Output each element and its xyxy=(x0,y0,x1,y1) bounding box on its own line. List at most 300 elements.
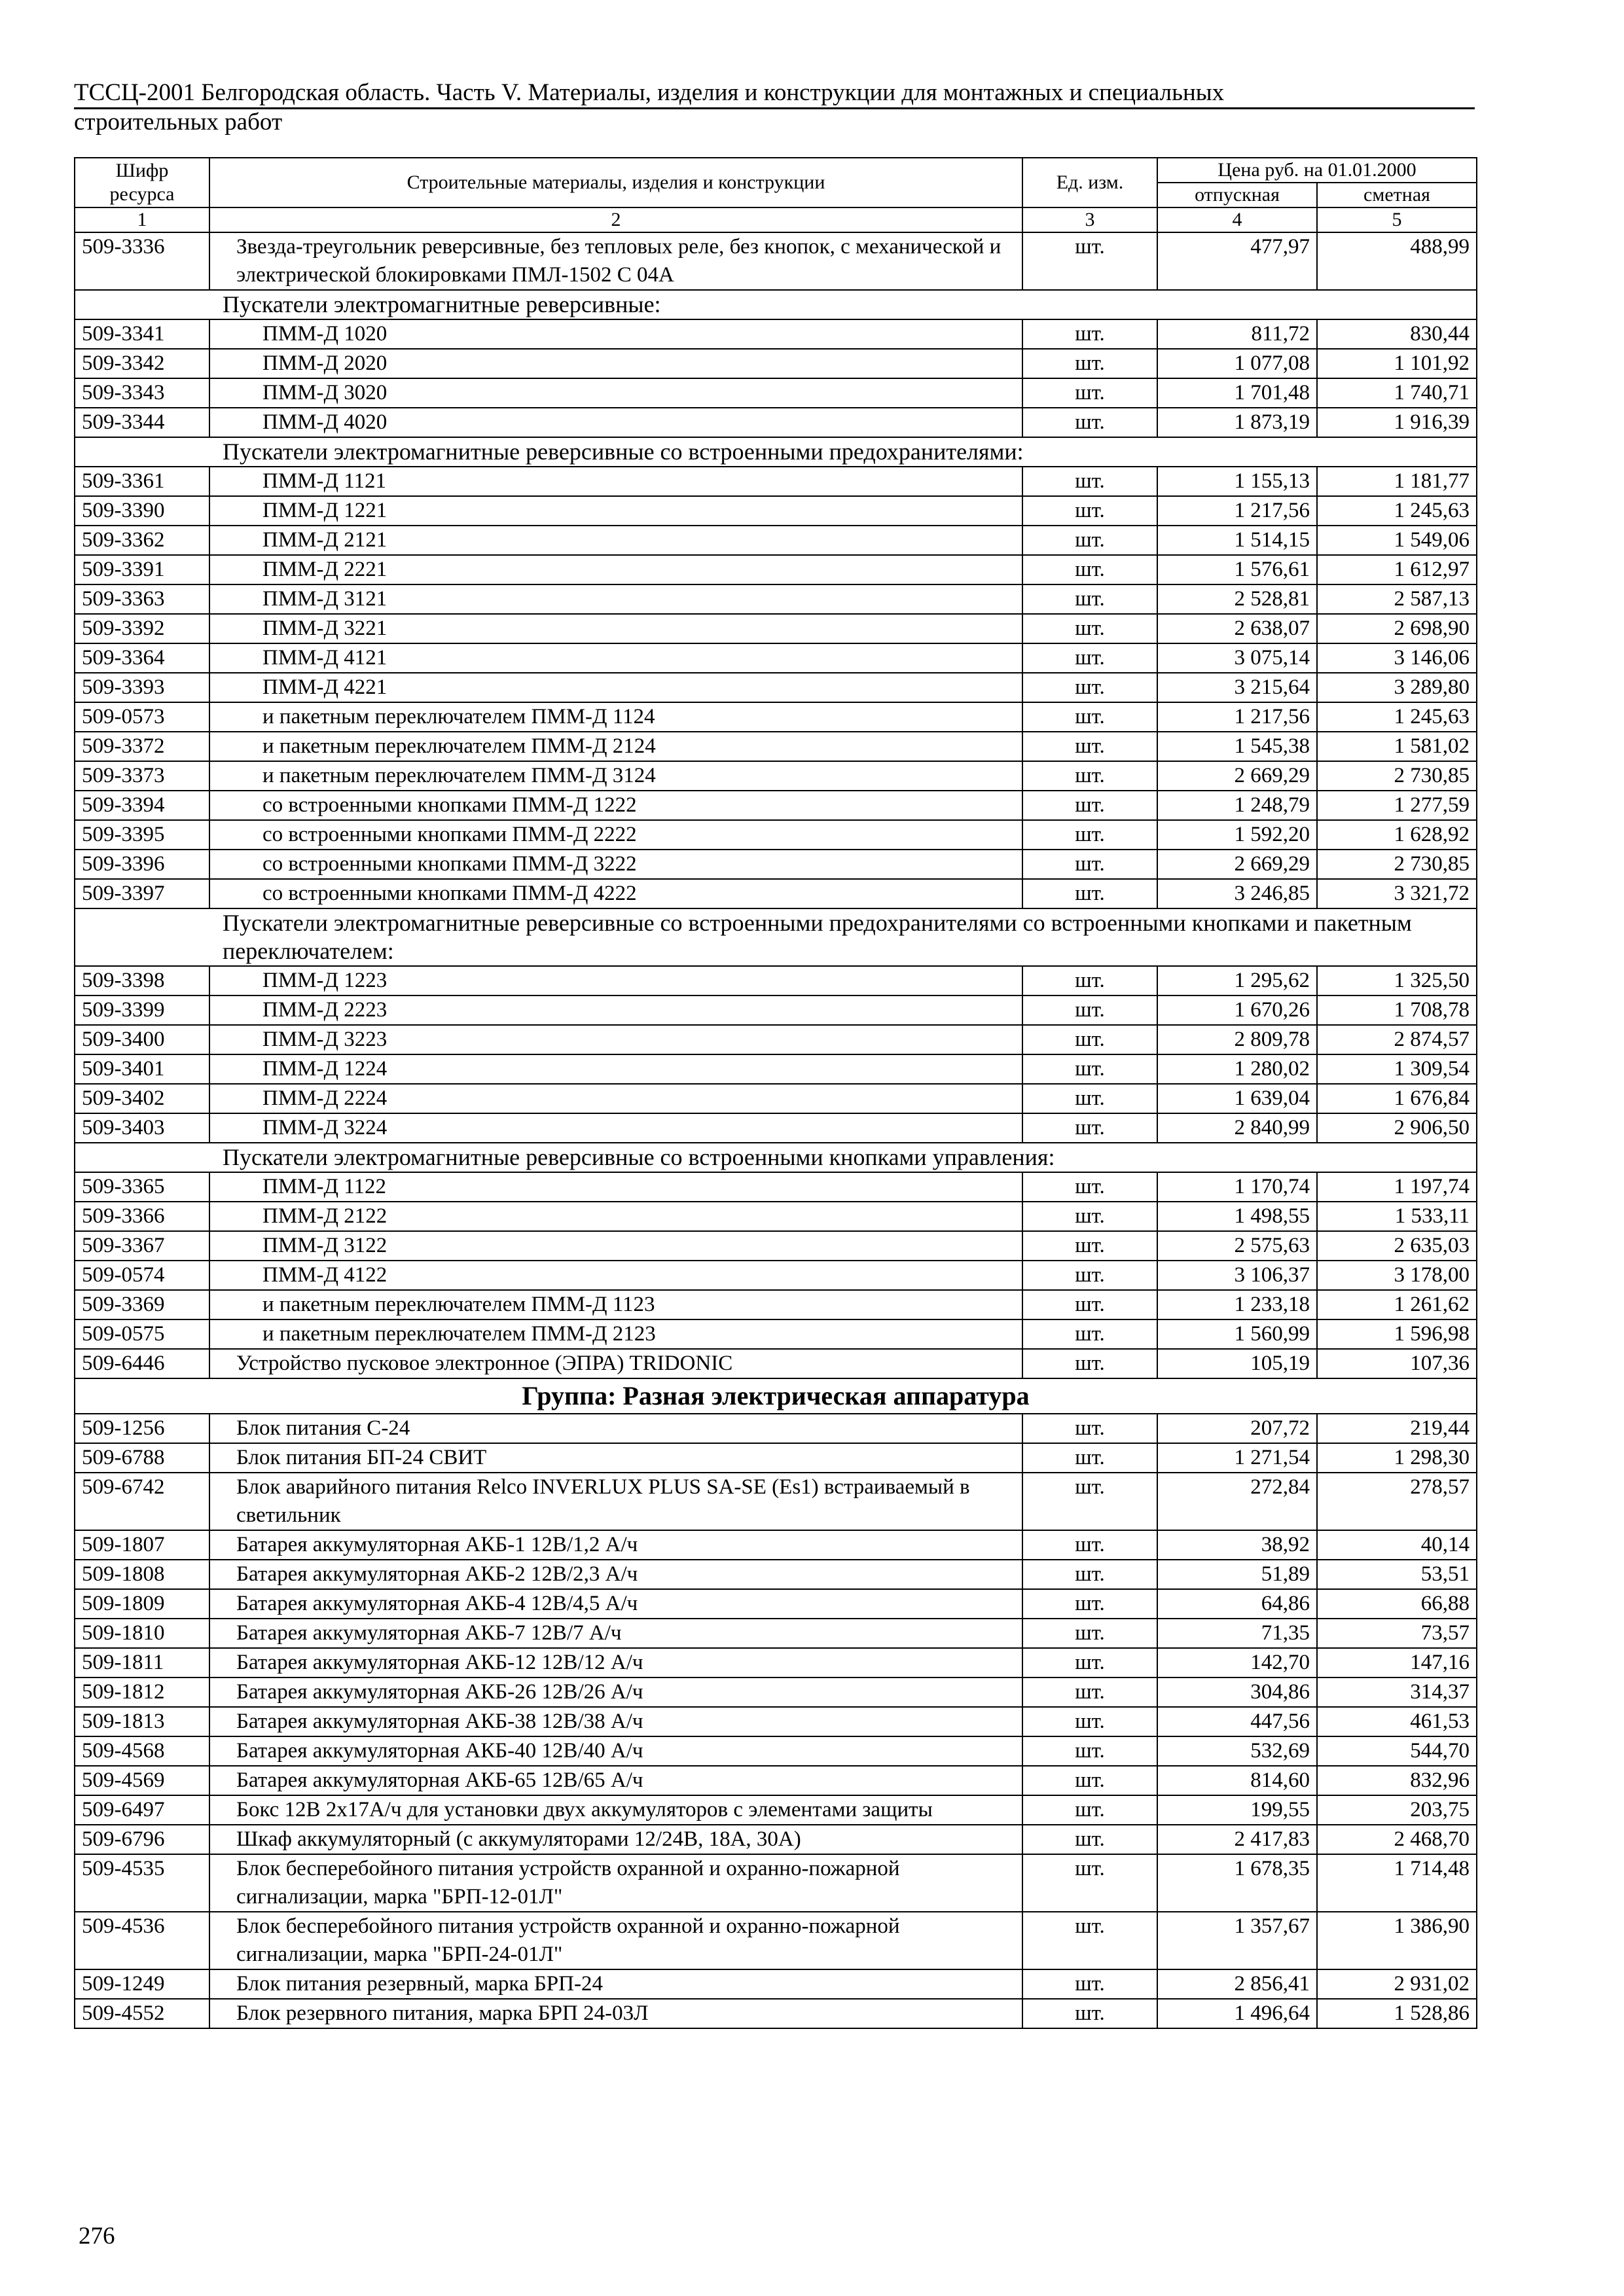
release-price: 199,55 xyxy=(1157,1795,1317,1825)
estimate-price: 3 146,06 xyxy=(1317,643,1477,673)
estimate-price: 1 533,11 xyxy=(1317,1202,1477,1231)
table-row xyxy=(75,1795,1477,1825)
estimate-price: 1 261,62 xyxy=(1317,1290,1477,1319)
resource-code: 509-3393 xyxy=(75,673,209,702)
resource-code: 509-3402 xyxy=(75,1084,209,1113)
group-heading-row xyxy=(75,1378,1477,1414)
unit-of-measure: шт. xyxy=(1022,1999,1157,2028)
release-price: 814,60 xyxy=(1157,1766,1317,1795)
resource-code: 509-3362 xyxy=(75,526,209,555)
table-row xyxy=(75,1619,1477,1648)
resource-code: 509-3366 xyxy=(75,1202,209,1231)
resource-code: 509-6497 xyxy=(75,1795,209,1825)
estimate-price: 1 309,54 xyxy=(1317,1054,1477,1084)
release-price: 1 170,74 xyxy=(1157,1172,1317,1202)
material-name: ПММ-Д 2122 xyxy=(209,1202,1022,1231)
unit-of-measure: шт. xyxy=(1022,1589,1157,1619)
unit-of-measure: шт. xyxy=(1022,614,1157,643)
material-name: и пакетным переключателем ПММ-Д 1124 xyxy=(209,702,1022,732)
col-header-release-price: отпускная xyxy=(1157,183,1317,207)
table-row xyxy=(75,1202,1477,1231)
resource-code: 509-1813 xyxy=(75,1707,209,1736)
table-row xyxy=(75,526,1477,555)
resource-code: 509-3373 xyxy=(75,761,209,791)
unit-of-measure: шт. xyxy=(1022,1736,1157,1766)
material-name: ПММ-Д 1223 xyxy=(209,966,1022,996)
unit-of-measure: шт. xyxy=(1022,1912,1157,1969)
resource-code: 509-3400 xyxy=(75,1025,209,1054)
resource-code: 509-3343 xyxy=(75,378,209,408)
col-number: 1 xyxy=(75,207,209,232)
unit-of-measure: шт. xyxy=(1022,584,1157,614)
resource-code: 509-3367 xyxy=(75,1231,209,1261)
release-price: 1 592,20 xyxy=(1157,820,1317,850)
table-row xyxy=(75,1113,1477,1143)
material-name: Блок питания БП-24 СВИТ xyxy=(209,1443,1022,1473)
material-name: ПММ-Д 1224 xyxy=(209,1054,1022,1084)
release-price: 38,92 xyxy=(1157,1530,1317,1560)
estimate-price: 1 277,59 xyxy=(1317,791,1477,820)
estimate-price: 1 325,50 xyxy=(1317,966,1477,996)
resource-code: 509-6742 xyxy=(75,1473,209,1530)
page-number: 276 xyxy=(79,2223,115,2250)
unit-of-measure: шт. xyxy=(1022,408,1157,437)
unit-of-measure: шт. xyxy=(1022,496,1157,526)
unit-of-measure: шт. xyxy=(1022,1648,1157,1677)
material-name: Батарея аккумуляторная АКБ-38 12В/38 А/ч xyxy=(209,1707,1022,1736)
resource-code: 509-1256 xyxy=(75,1414,209,1443)
estimate-price: 40,14 xyxy=(1317,1530,1477,1560)
unit-of-measure: шт. xyxy=(1022,1854,1157,1912)
material-name: и пакетным переключателем ПММ-Д 2124 xyxy=(209,732,1022,761)
unit-of-measure: шт. xyxy=(1022,996,1157,1025)
table-row xyxy=(75,761,1477,791)
material-name: со встроенными кнопками ПММ-Д 1222 xyxy=(209,791,1022,820)
estimate-price: 1 181,77 xyxy=(1317,467,1477,496)
resource-code: 509-3390 xyxy=(75,496,209,526)
table-row xyxy=(75,1707,1477,1736)
material-name: ПММ-Д 4121 xyxy=(209,643,1022,673)
release-price: 1 670,26 xyxy=(1157,996,1317,1025)
table-row xyxy=(75,1766,1477,1795)
release-price: 1 271,54 xyxy=(1157,1443,1317,1473)
material-name: ПММ-Д 3221 xyxy=(209,614,1022,643)
estimate-price: 2 635,03 xyxy=(1317,1231,1477,1261)
material-name: ПММ-Д 2223 xyxy=(209,996,1022,1025)
release-price: 1 077,08 xyxy=(1157,349,1317,378)
estimate-price: 219,44 xyxy=(1317,1414,1477,1443)
release-price: 1 155,13 xyxy=(1157,467,1317,496)
material-name: ПММ-Д 3224 xyxy=(209,1113,1022,1143)
release-price: 1 248,79 xyxy=(1157,791,1317,820)
unit-of-measure: шт. xyxy=(1022,879,1157,908)
unit-of-measure: шт. xyxy=(1022,1202,1157,1231)
release-price: 71,35 xyxy=(1157,1619,1317,1648)
material-name: Шкаф аккумуляторный (с аккумуляторами 12/24В, 18А, 30А) xyxy=(209,1825,1022,1854)
release-price: 1 545,38 xyxy=(1157,732,1317,761)
unit-of-measure: шт. xyxy=(1022,467,1157,496)
estimate-price: 1 628,92 xyxy=(1317,820,1477,850)
material-name: со встроенными кнопками ПММ-Д 2222 xyxy=(209,820,1022,850)
resource-code: 509-1249 xyxy=(75,1969,209,1999)
release-price: 2 528,81 xyxy=(1157,584,1317,614)
table-row xyxy=(75,643,1477,673)
table-row xyxy=(75,555,1477,584)
estimate-price: 1 676,84 xyxy=(1317,1084,1477,1113)
unit-of-measure: шт. xyxy=(1022,1231,1157,1261)
unit-of-measure: шт. xyxy=(1022,1677,1157,1707)
release-price: 2 809,78 xyxy=(1157,1025,1317,1054)
price-table xyxy=(74,157,1477,2029)
header-title-line1: ТССЦ-2001 Белгородская область. Часть V. Материалы, изделия и конструкции для монтажных и специальных xyxy=(74,80,1475,109)
header-title-line2: строительных работ xyxy=(74,109,283,135)
release-price: 2 669,29 xyxy=(1157,761,1317,791)
resource-code: 509-3403 xyxy=(75,1113,209,1143)
section-title: Пускатели электромагнитные реверсивные: xyxy=(75,290,1477,319)
unit-of-measure: шт. xyxy=(1022,1619,1157,1648)
resource-code: 509-1812 xyxy=(75,1677,209,1707)
table-row xyxy=(75,1677,1477,1707)
resource-code: 509-3391 xyxy=(75,555,209,584)
table-row xyxy=(75,584,1477,614)
unit-of-measure: шт. xyxy=(1022,761,1157,791)
estimate-price: 3 289,80 xyxy=(1317,673,1477,702)
group-title: Группа: Разная электрическая аппаратура xyxy=(75,1378,1477,1414)
table-row xyxy=(75,1054,1477,1084)
table-row xyxy=(75,1589,1477,1619)
material-name: ПММ-Д 2020 xyxy=(209,349,1022,378)
estimate-price: 1 714,48 xyxy=(1317,1854,1477,1912)
material-name: Блок аварийного питания Relco INVERLUX PLUS SA-SE (Es1) встраиваемый в светильник xyxy=(209,1473,1022,1530)
table-row xyxy=(75,349,1477,378)
release-price: 1 496,64 xyxy=(1157,1999,1317,2028)
table-row xyxy=(75,1648,1477,1677)
table-row xyxy=(75,791,1477,820)
material-name: Батарея аккумуляторная АКБ-1 12В/1,2 А/ч xyxy=(209,1530,1022,1560)
col-number: 3 xyxy=(1022,207,1157,232)
material-name: Батарея аккумуляторная АКБ-7 12В/7 А/ч xyxy=(209,1619,1022,1648)
table-row xyxy=(75,1530,1477,1560)
release-price: 447,56 xyxy=(1157,1707,1317,1736)
col-number: 5 xyxy=(1317,207,1477,232)
unit-of-measure: шт. xyxy=(1022,1707,1157,1736)
material-name: Бокс 12В 2х17А/ч для установки двух аккумуляторов с элементами защиты xyxy=(209,1795,1022,1825)
material-name: ПММ-Д 3223 xyxy=(209,1025,1022,1054)
table-row xyxy=(75,496,1477,526)
unit-of-measure: шт. xyxy=(1022,232,1157,290)
estimate-price: 2 698,90 xyxy=(1317,614,1477,643)
material-name: и пакетным переключателем ПММ-Д 2123 xyxy=(209,1319,1022,1349)
material-name: ПММ-Д 1221 xyxy=(209,496,1022,526)
estimate-price: 830,44 xyxy=(1317,319,1477,349)
table-row xyxy=(75,378,1477,408)
estimate-price: 832,96 xyxy=(1317,1766,1477,1795)
resource-code: 509-3342 xyxy=(75,349,209,378)
table-row xyxy=(75,879,1477,908)
material-name: ПММ-Д 3122 xyxy=(209,1231,1022,1261)
estimate-price: 53,51 xyxy=(1317,1560,1477,1589)
release-price: 304,86 xyxy=(1157,1677,1317,1707)
material-name: Звезда-треугольник реверсивные, без тепловых реле, без кнопок, с механической и электрической блокировками ПМЛ-1502 С 04А xyxy=(209,232,1022,290)
unit-of-measure: шт. xyxy=(1022,732,1157,761)
table-row xyxy=(75,1414,1477,1443)
table-row xyxy=(75,1231,1477,1261)
resource-code: 509-3365 xyxy=(75,1172,209,1202)
estimate-price: 66,88 xyxy=(1317,1589,1477,1619)
estimate-price: 2 730,85 xyxy=(1317,761,1477,791)
col-header-name: Строительные материалы, изделия и конструкции xyxy=(209,158,1022,207)
estimate-price: 1 581,02 xyxy=(1317,732,1477,761)
material-name: Батарея аккумуляторная АКБ-2 12В/2,3 А/ч xyxy=(209,1560,1022,1589)
estimate-price: 461,53 xyxy=(1317,1707,1477,1736)
release-price: 477,97 xyxy=(1157,232,1317,290)
release-price: 1 639,04 xyxy=(1157,1084,1317,1113)
estimate-price: 1 740,71 xyxy=(1317,378,1477,408)
table-row xyxy=(75,673,1477,702)
release-price: 1 678,35 xyxy=(1157,1854,1317,1912)
estimate-price: 2 587,13 xyxy=(1317,584,1477,614)
table-row xyxy=(75,1172,1477,1202)
table-row xyxy=(75,232,1477,290)
col-header-estimate-price: сметная xyxy=(1317,183,1477,207)
material-name: Блок питания С-24 xyxy=(209,1414,1022,1443)
material-name: и пакетным переключателем ПММ-Д 1123 xyxy=(209,1290,1022,1319)
release-price: 2 856,41 xyxy=(1157,1969,1317,1999)
release-price: 2 638,07 xyxy=(1157,614,1317,643)
release-price: 1 295,62 xyxy=(1157,966,1317,996)
table-row xyxy=(75,1084,1477,1113)
unit-of-measure: шт. xyxy=(1022,1349,1157,1378)
estimate-price: 1 386,90 xyxy=(1317,1912,1477,1969)
table-row xyxy=(75,702,1477,732)
release-price: 51,89 xyxy=(1157,1560,1317,1589)
section-heading-row xyxy=(75,1143,1477,1172)
estimate-price: 1 528,86 xyxy=(1317,1999,1477,2028)
material-name: Батарея аккумуляторная АКБ-26 12В/26 А/ч xyxy=(209,1677,1022,1707)
unit-of-measure: шт. xyxy=(1022,555,1157,584)
estimate-price: 314,37 xyxy=(1317,1677,1477,1707)
table-row xyxy=(75,1736,1477,1766)
table-row xyxy=(75,408,1477,437)
col-header-unit: Ед. изм. xyxy=(1022,158,1157,207)
table-row xyxy=(75,1854,1477,1912)
release-price: 1 217,56 xyxy=(1157,702,1317,732)
estimate-price: 147,16 xyxy=(1317,1648,1477,1677)
unit-of-measure: шт. xyxy=(1022,1443,1157,1473)
unit-of-measure: шт. xyxy=(1022,526,1157,555)
unit-of-measure: шт. xyxy=(1022,1054,1157,1084)
resource-code: 509-3396 xyxy=(75,850,209,879)
material-name: Батарея аккумуляторная АКБ-12 12В/12 А/ч xyxy=(209,1648,1022,1677)
estimate-price: 2 730,85 xyxy=(1317,850,1477,879)
unit-of-measure: шт. xyxy=(1022,1969,1157,1999)
material-name: ПММ-Д 3121 xyxy=(209,584,1022,614)
unit-of-measure: шт. xyxy=(1022,850,1157,879)
col-header-code: Шифр ресурса xyxy=(75,158,209,207)
material-name: и пакетным переключателем ПММ-Д 3124 xyxy=(209,761,1022,791)
material-name: ПММ-Д 4020 xyxy=(209,408,1022,437)
resource-code: 509-1811 xyxy=(75,1648,209,1677)
resource-code: 509-3395 xyxy=(75,820,209,850)
table-row xyxy=(75,614,1477,643)
resource-code: 509-4536 xyxy=(75,1912,209,1969)
unit-of-measure: шт. xyxy=(1022,966,1157,996)
resource-code: 509-6788 xyxy=(75,1443,209,1473)
table-body xyxy=(75,232,1477,2028)
unit-of-measure: шт. xyxy=(1022,791,1157,820)
release-price: 3 106,37 xyxy=(1157,1261,1317,1290)
release-price: 1 357,67 xyxy=(1157,1912,1317,1969)
release-price: 2 417,83 xyxy=(1157,1825,1317,1854)
resource-code: 509-1807 xyxy=(75,1530,209,1560)
estimate-price: 3 178,00 xyxy=(1317,1261,1477,1290)
resource-code: 509-1808 xyxy=(75,1560,209,1589)
release-price: 207,72 xyxy=(1157,1414,1317,1443)
resource-code: 509-3364 xyxy=(75,643,209,673)
section-heading-row xyxy=(75,437,1477,467)
unit-of-measure: шт. xyxy=(1022,1113,1157,1143)
unit-of-measure: шт. xyxy=(1022,1825,1157,1854)
resource-code: 509-6446 xyxy=(75,1349,209,1378)
resource-code: 509-3397 xyxy=(75,879,209,908)
estimate-price: 488,99 xyxy=(1317,232,1477,290)
document-header xyxy=(74,80,1475,135)
release-price: 272,84 xyxy=(1157,1473,1317,1530)
estimate-price: 1 612,97 xyxy=(1317,555,1477,584)
estimate-price: 107,36 xyxy=(1317,1349,1477,1378)
estimate-price: 1 245,63 xyxy=(1317,496,1477,526)
release-price: 1 576,61 xyxy=(1157,555,1317,584)
release-price: 1 514,15 xyxy=(1157,526,1317,555)
resource-code: 509-4535 xyxy=(75,1854,209,1912)
estimate-price: 278,57 xyxy=(1317,1473,1477,1530)
table-row xyxy=(75,732,1477,761)
resource-code: 509-3336 xyxy=(75,232,209,290)
table-row xyxy=(75,1999,1477,2028)
release-price: 2 669,29 xyxy=(1157,850,1317,879)
release-price: 64,86 xyxy=(1157,1589,1317,1619)
resource-code: 509-3369 xyxy=(75,1290,209,1319)
estimate-price: 1 916,39 xyxy=(1317,408,1477,437)
material-name: ПММ-Д 3020 xyxy=(209,378,1022,408)
col-header-price: Цена руб. на 01.01.2000 xyxy=(1157,158,1477,183)
material-name: Блок бесперебойного питания устройств охранной и охранно-пожарной сигнализации, марка "БРП-24-01Л" xyxy=(209,1912,1022,1969)
material-name: ПММ-Д 2221 xyxy=(209,555,1022,584)
material-name: ПММ-Д 2224 xyxy=(209,1084,1022,1113)
release-price: 1 217,56 xyxy=(1157,496,1317,526)
table-head xyxy=(75,158,1477,232)
table-row xyxy=(75,1025,1477,1054)
estimate-price: 2 468,70 xyxy=(1317,1825,1477,1854)
release-price: 142,70 xyxy=(1157,1648,1317,1677)
material-name: Устройство пусковое электронное (ЭПРА) TRIDONIC xyxy=(209,1349,1022,1378)
table-row xyxy=(75,1560,1477,1589)
resource-code: 509-0574 xyxy=(75,1261,209,1290)
material-name: ПММ-Д 1020 xyxy=(209,319,1022,349)
estimate-price: 2 874,57 xyxy=(1317,1025,1477,1054)
release-price: 811,72 xyxy=(1157,319,1317,349)
release-price: 105,19 xyxy=(1157,1349,1317,1378)
table-row xyxy=(75,996,1477,1025)
table-row xyxy=(75,1349,1477,1378)
material-name: Батарея аккумуляторная АКБ-40 12В/40 А/ч xyxy=(209,1736,1022,1766)
resource-code: 509-3401 xyxy=(75,1054,209,1084)
unit-of-measure: шт. xyxy=(1022,673,1157,702)
resource-code: 509-0575 xyxy=(75,1319,209,1349)
unit-of-measure: шт. xyxy=(1022,1319,1157,1349)
unit-of-measure: шт. xyxy=(1022,1025,1157,1054)
unit-of-measure: шт. xyxy=(1022,1560,1157,1589)
estimate-price: 1 708,78 xyxy=(1317,996,1477,1025)
estimate-price: 2 931,02 xyxy=(1317,1969,1477,1999)
release-price: 1 701,48 xyxy=(1157,378,1317,408)
material-name: Батарея аккумуляторная АКБ-65 12В/65 А/ч xyxy=(209,1766,1022,1795)
release-price: 1 280,02 xyxy=(1157,1054,1317,1084)
unit-of-measure: шт. xyxy=(1022,1172,1157,1202)
estimate-price: 1 596,98 xyxy=(1317,1319,1477,1349)
resource-code: 509-3398 xyxy=(75,966,209,996)
unit-of-measure: шт. xyxy=(1022,378,1157,408)
table-row xyxy=(75,966,1477,996)
resource-code: 509-3361 xyxy=(75,467,209,496)
estimate-price: 203,75 xyxy=(1317,1795,1477,1825)
section-heading-row xyxy=(75,290,1477,319)
section-title: Пускатели электромагнитные реверсивные со встроенными кнопками управления: xyxy=(75,1143,1477,1172)
unit-of-measure: шт. xyxy=(1022,1795,1157,1825)
resource-code: 509-3394 xyxy=(75,791,209,820)
release-price: 1 873,19 xyxy=(1157,408,1317,437)
table-row xyxy=(75,1969,1477,1999)
material-name: Блок бесперебойного питания устройств охранной и охранно-пожарной сигнализации, марка "БРП-12-01Л" xyxy=(209,1854,1022,1912)
material-name: Блок питания резервный, марка БРП-24 xyxy=(209,1969,1022,1999)
resource-code: 509-4552 xyxy=(75,1999,209,2028)
release-price: 1 560,99 xyxy=(1157,1319,1317,1349)
resource-code: 509-4569 xyxy=(75,1766,209,1795)
resource-code: 509-6796 xyxy=(75,1825,209,1854)
release-price: 2 575,63 xyxy=(1157,1231,1317,1261)
table-row xyxy=(75,1912,1477,1969)
estimate-price: 1 549,06 xyxy=(1317,526,1477,555)
table-row xyxy=(75,1319,1477,1349)
estimate-price: 1 197,74 xyxy=(1317,1172,1477,1202)
estimate-price: 1 101,92 xyxy=(1317,349,1477,378)
material-name: ПММ-Д 4221 xyxy=(209,673,1022,702)
material-name: ПММ-Д 2121 xyxy=(209,526,1022,555)
release-price: 3 075,14 xyxy=(1157,643,1317,673)
unit-of-measure: шт. xyxy=(1022,820,1157,850)
resource-code: 509-3344 xyxy=(75,408,209,437)
resource-code: 509-3363 xyxy=(75,584,209,614)
unit-of-measure: шт. xyxy=(1022,702,1157,732)
estimate-price: 1 298,30 xyxy=(1317,1443,1477,1473)
unit-of-measure: шт. xyxy=(1022,1414,1157,1443)
material-name: Батарея аккумуляторная АКБ-4 12В/4,5 А/ч xyxy=(209,1589,1022,1619)
resource-code: 509-4568 xyxy=(75,1736,209,1766)
unit-of-measure: шт. xyxy=(1022,319,1157,349)
release-price: 1 498,55 xyxy=(1157,1202,1317,1231)
resource-code: 509-0573 xyxy=(75,702,209,732)
release-price: 1 233,18 xyxy=(1157,1290,1317,1319)
resource-code: 509-3372 xyxy=(75,732,209,761)
unit-of-measure: шт. xyxy=(1022,1473,1157,1530)
resource-code: 509-3392 xyxy=(75,614,209,643)
resource-code: 509-1809 xyxy=(75,1589,209,1619)
resource-code: 509-1810 xyxy=(75,1619,209,1648)
material-name: ПММ-Д 1122 xyxy=(209,1172,1022,1202)
unit-of-measure: шт. xyxy=(1022,1530,1157,1560)
release-price: 532,69 xyxy=(1157,1736,1317,1766)
release-price: 2 840,99 xyxy=(1157,1113,1317,1143)
